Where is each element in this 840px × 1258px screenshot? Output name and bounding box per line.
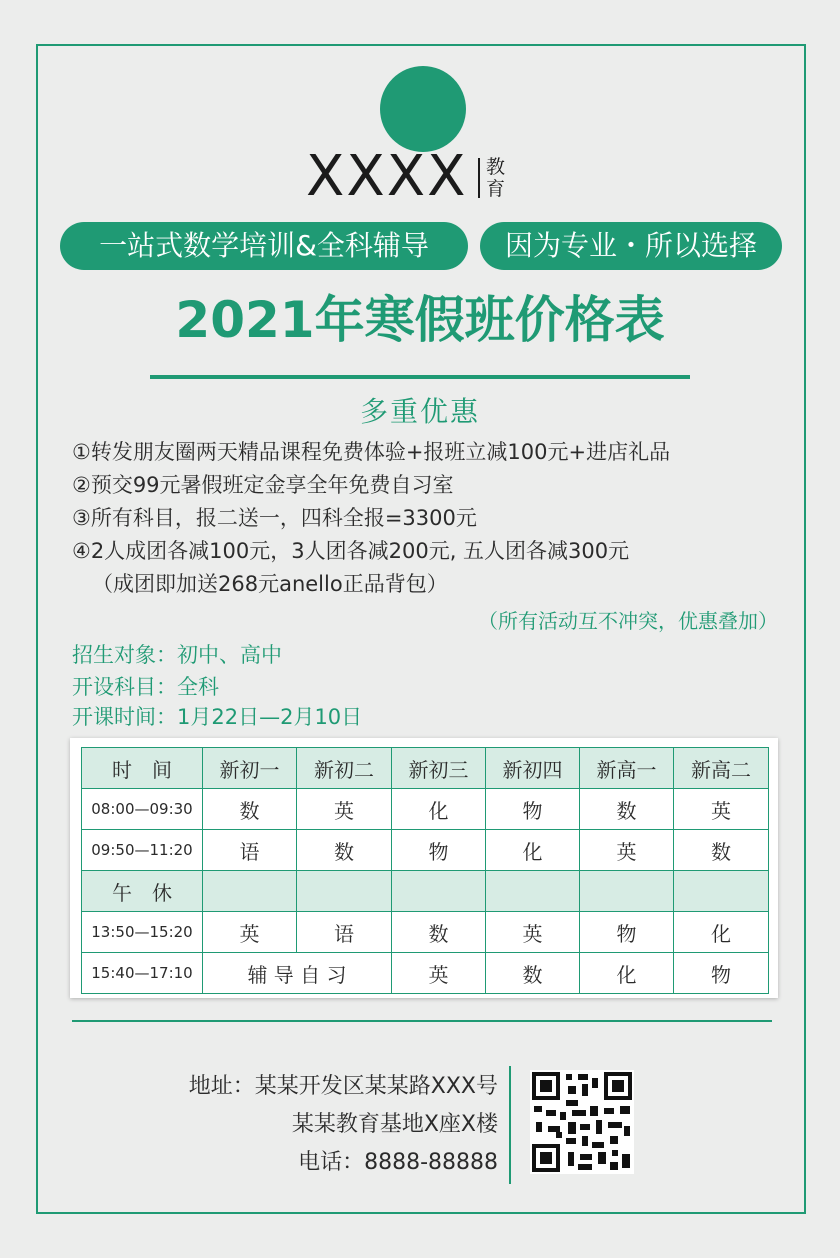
- empty-cell: [203, 871, 297, 912]
- info-value: 初中、高中: [177, 643, 282, 667]
- column-header: 新初四: [486, 748, 580, 789]
- promotions-list: [72, 436, 792, 601]
- subject-cell: 物: [392, 830, 486, 871]
- subject-cell: 数: [203, 789, 297, 830]
- column-header: 新高二: [674, 748, 769, 789]
- subject-cell: 物: [580, 912, 674, 953]
- info-value: 全科: [177, 675, 219, 699]
- column-header: 时 间: [82, 748, 203, 789]
- promotions-note: （所有活动互不冲突，优惠叠加）: [478, 609, 778, 633]
- subject-cell: 物: [486, 789, 580, 830]
- subject-cell: 语: [297, 912, 392, 953]
- subject-cell: 英: [203, 912, 297, 953]
- empty-cell: [297, 871, 392, 912]
- title-divider: [150, 375, 690, 379]
- table-row: [82, 953, 769, 994]
- empty-cell: [580, 871, 674, 912]
- promotion-item: ④2人成团各减100元，3人团各减200元, 五人团各减300元: [72, 539, 630, 563]
- empty-cell: [674, 871, 769, 912]
- promotions-heading: 多重优惠: [359, 395, 480, 428]
- qr-code-icon: [530, 1070, 634, 1174]
- phone-number: 电话：8888-88888: [298, 1150, 498, 1175]
- schedule-table: [81, 747, 769, 994]
- time-cell: 13:50—15:20: [82, 912, 203, 953]
- slogan-left: 一站式数学培训&全科辅导: [60, 222, 468, 270]
- table-row: [82, 912, 769, 953]
- footer-divider: [72, 1020, 772, 1022]
- table-row: [82, 830, 769, 871]
- info-label: 开设科目：: [72, 675, 177, 699]
- subject-cell: 英: [674, 789, 769, 830]
- promotion-item: ③所有科目，报二送一，四科全报=3300元: [72, 506, 477, 530]
- column-header: 新初二: [297, 748, 392, 789]
- subject-cell: 化: [674, 912, 769, 953]
- brand-subtitle: 教育: [486, 156, 506, 200]
- info-dates: [72, 702, 772, 732]
- info-subjects: [72, 672, 772, 702]
- promotion-item: （成团即加送268元anello正品背包）: [92, 572, 448, 596]
- column-header: 新初一: [203, 748, 297, 789]
- subject-cell: 化: [392, 789, 486, 830]
- subject-cell: 英: [486, 912, 580, 953]
- subject-cell: 化: [486, 830, 580, 871]
- subject-cell: 英: [392, 953, 486, 994]
- table-header-row: [82, 748, 769, 789]
- lunch-break-row: [82, 871, 769, 912]
- promotion-item: ①转发朋友圈两天精品课程免费体验+报班立减100元+进店礼品: [72, 440, 671, 464]
- info-label: 开课时间：: [72, 705, 177, 729]
- subject-cell: 英: [297, 789, 392, 830]
- contact-divider: [509, 1066, 511, 1184]
- promotion-item: ②预交99元暑假班定金享全年免费自习室: [72, 473, 454, 497]
- self-study-cell: 辅 导 自 习: [203, 953, 392, 994]
- subject-cell: 数: [297, 830, 392, 871]
- time-cell: 08:00—09:30: [82, 789, 203, 830]
- info-label: 招生对象：: [72, 643, 177, 667]
- table-row: [82, 789, 769, 830]
- time-cell: 15:40—17:10: [82, 953, 203, 994]
- slogan-right: 因为专业・所以选择: [480, 222, 782, 270]
- page-title: 2021年寒假班价格表: [175, 291, 665, 349]
- subject-cell: 数: [486, 953, 580, 994]
- address-line-2: 某某教育基地X座X楼: [291, 1112, 498, 1137]
- brand-name: XXXX: [306, 144, 468, 209]
- subject-cell: 英: [580, 830, 674, 871]
- break-label: 午 休: [82, 871, 203, 912]
- column-header: 新高一: [580, 748, 674, 789]
- brand-divider: [478, 158, 480, 198]
- subject-cell: 语: [203, 830, 297, 871]
- empty-cell: [392, 871, 486, 912]
- subject-cell: 数: [580, 789, 674, 830]
- info-value: 1月22日—2月10日: [177, 705, 363, 729]
- info-target: [72, 640, 772, 670]
- empty-cell: [486, 871, 580, 912]
- schedule-card: [70, 738, 778, 998]
- subject-cell: 物: [674, 953, 769, 994]
- column-header: 新初三: [392, 748, 486, 789]
- subject-cell: 化: [580, 953, 674, 994]
- subject-cell: 数: [674, 830, 769, 871]
- logo-circle: [380, 66, 466, 152]
- subject-cell: 数: [392, 912, 486, 953]
- time-cell: 09:50—11:20: [82, 830, 203, 871]
- address-line-1: 地址：某某开发区某某路XXX号: [188, 1074, 498, 1099]
